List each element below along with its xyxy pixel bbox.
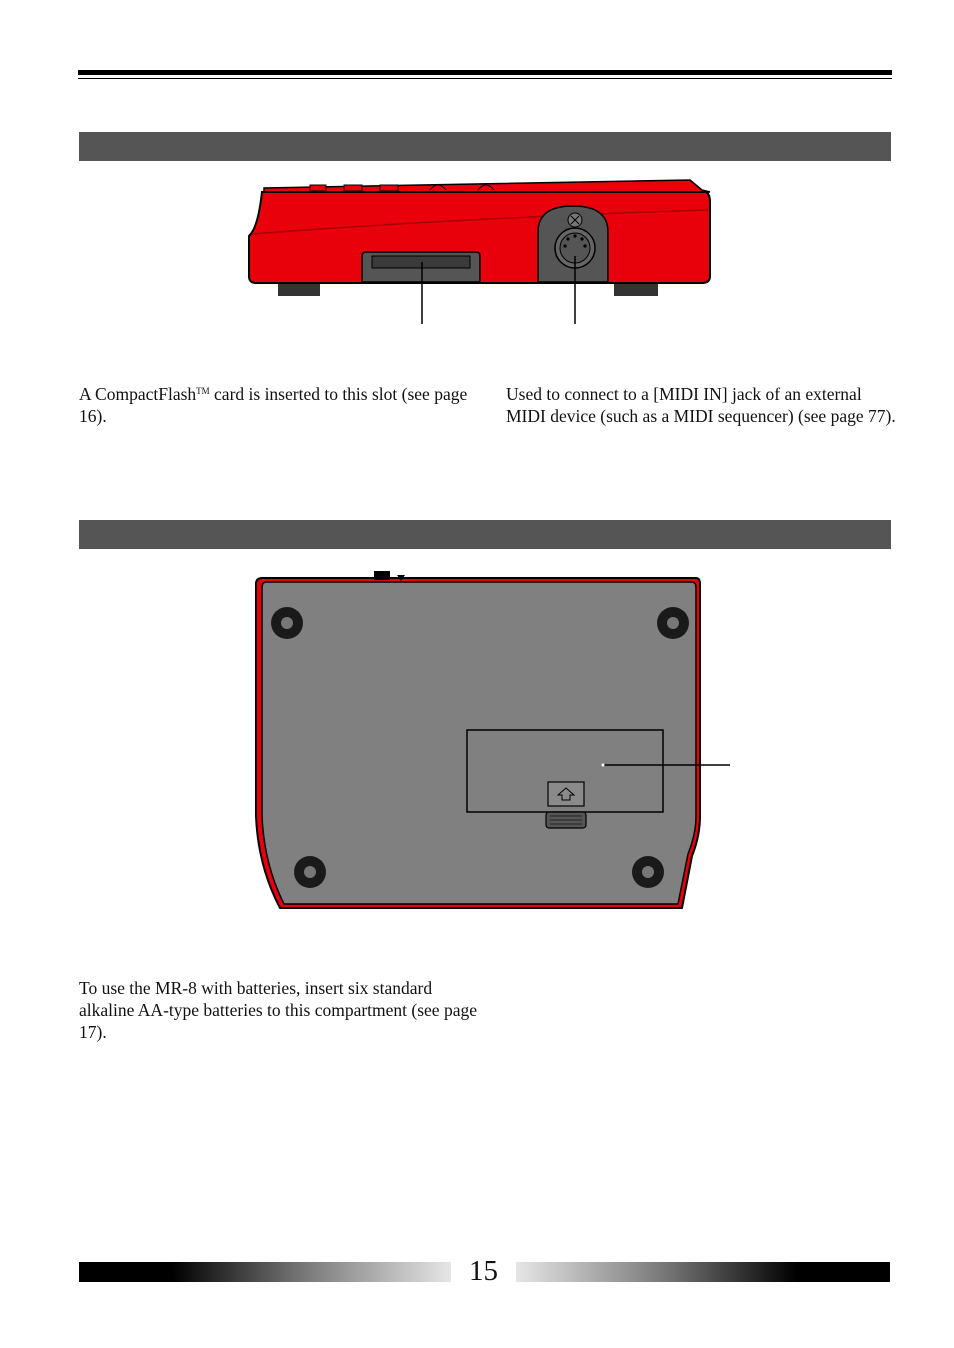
side-panel-illustration (240, 176, 720, 326)
left-foot (278, 282, 320, 296)
battery-compartment-description: To use the MR-8 with batteries, insert six standard alkaline AA-type batteries to this compartment (see page 17). (79, 978, 477, 1042)
footer-gradient-left (79, 1262, 451, 1282)
bottom-panel-illustration (250, 566, 740, 912)
header-rule-thin (78, 78, 892, 79)
midi-out-description: Used to connect to a [MIDI IN] jack of an external MIDI device (such as a MIDI sequencer) (see page 77). (506, 384, 896, 426)
right-foot (614, 282, 658, 296)
footer-gradient-right (516, 1262, 890, 1282)
header-rule-thick (78, 70, 892, 75)
power-switch (374, 571, 390, 580)
page-number: 15 (469, 1255, 498, 1287)
section-heading-bar-bottom-panel (79, 520, 891, 549)
section-heading-bar-side-panel (79, 132, 891, 161)
card-slot-description: A CompactFlash™ card is inserted to this slot (see page 16). (79, 384, 468, 426)
